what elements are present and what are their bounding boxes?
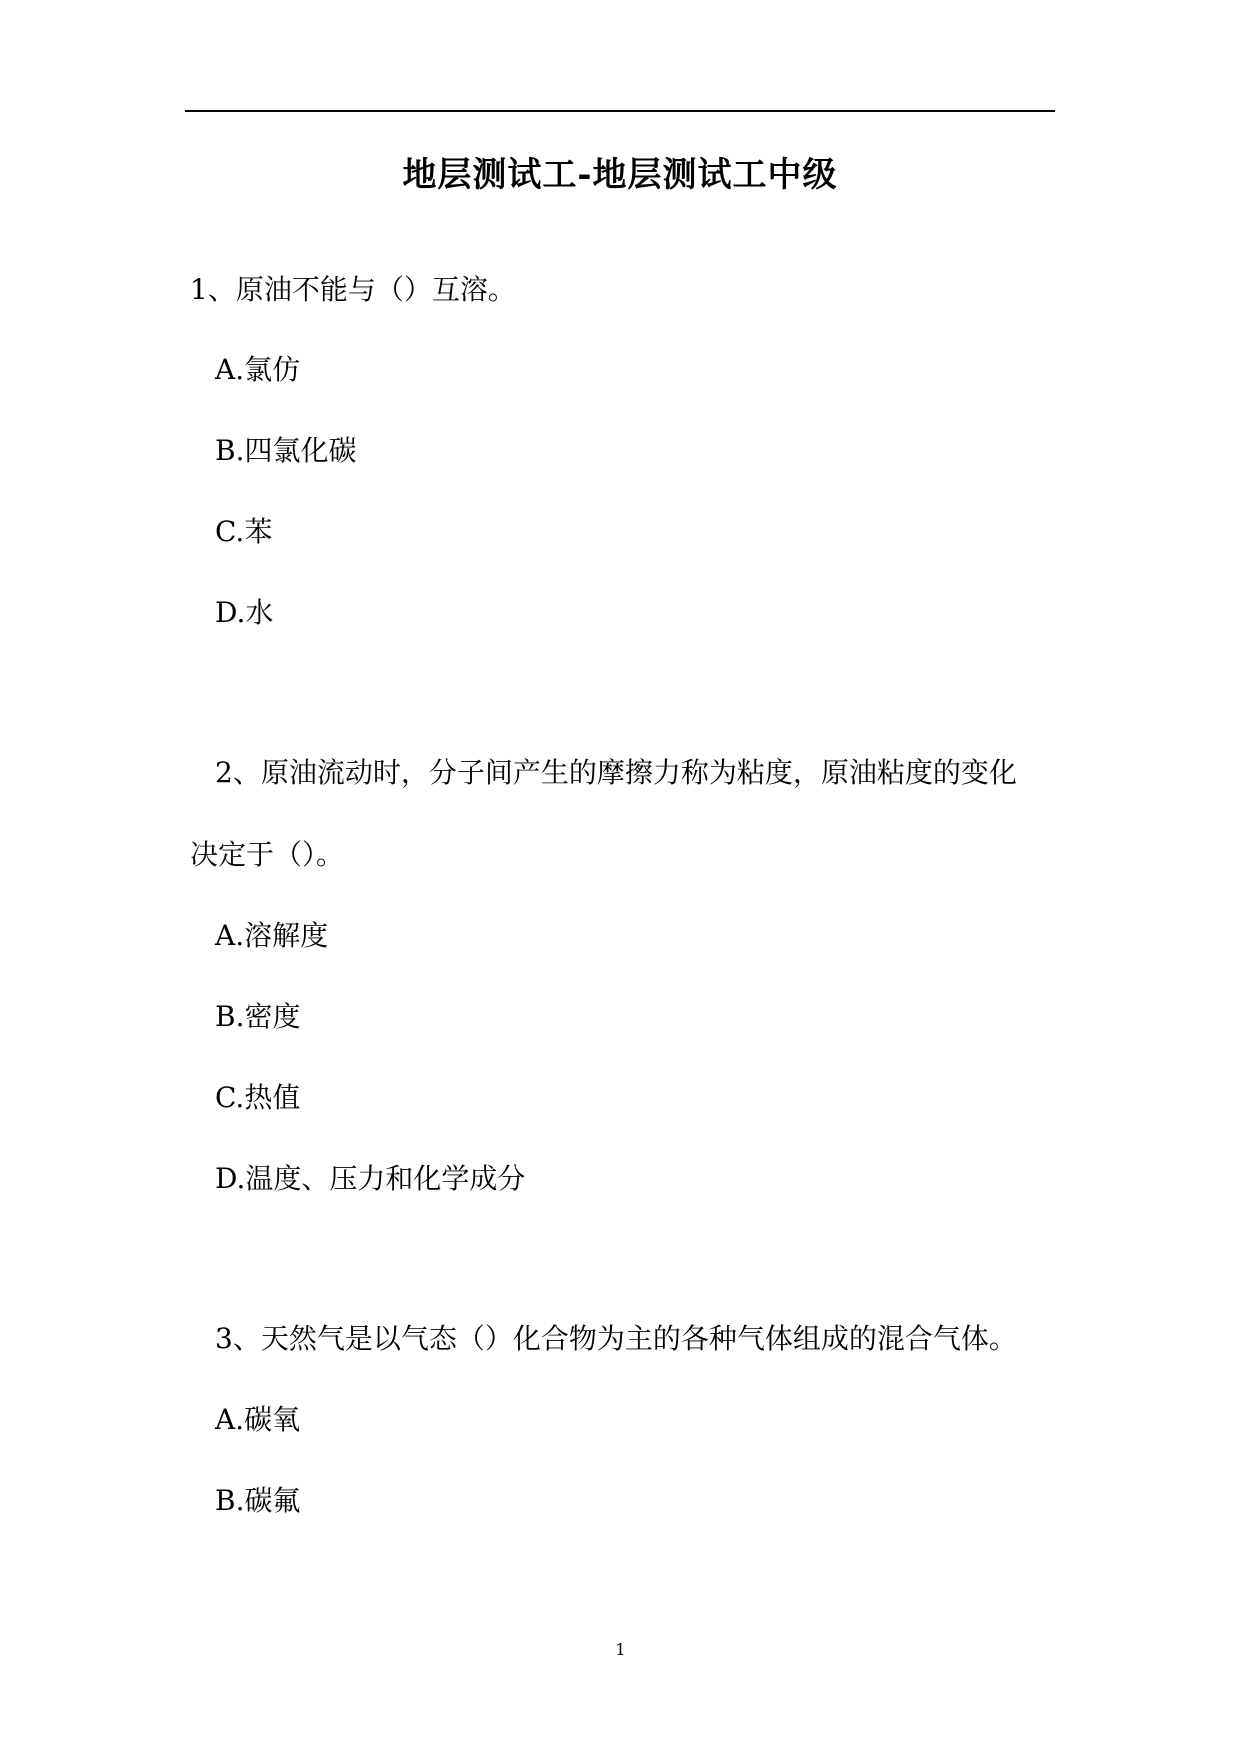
question-1-option-d: D.水 bbox=[215, 596, 274, 629]
question-1-stem: 1、原油不能与（）互溶。 bbox=[190, 273, 516, 306]
question-1-option-a: A.氯仿 bbox=[215, 353, 301, 386]
question-1-option-b: B.四氯化碳 bbox=[215, 434, 357, 467]
question-2-stem-line-1: 2、原油流动时，分子间产生的摩擦力称为粘度，原油粘度的变化 bbox=[215, 756, 1017, 789]
question-3-option-b: B.碳氟 bbox=[215, 1484, 301, 1517]
page-title: 地层测试工-地层测试工中级 bbox=[402, 155, 838, 195]
question-2-option-c: C.热值 bbox=[215, 1081, 301, 1114]
question-2-option-b: B.密度 bbox=[215, 1000, 301, 1033]
question-1-option-c: C.苯 bbox=[215, 515, 273, 548]
top-rule bbox=[185, 110, 1055, 112]
page-number: 1 bbox=[615, 1640, 626, 1659]
question-2-option-a: A.溶解度 bbox=[215, 919, 329, 952]
question-3-option-a: A.碳氧 bbox=[215, 1403, 301, 1436]
question-2-stem-line-2: 决定于（）。 bbox=[190, 838, 345, 871]
question-3-stem: 3、天然气是以气态（）化合物为主的各种气体组成的混合气体。 bbox=[215, 1322, 1017, 1355]
question-2-option-d: D.温度、压力和化学成分 bbox=[215, 1162, 526, 1195]
